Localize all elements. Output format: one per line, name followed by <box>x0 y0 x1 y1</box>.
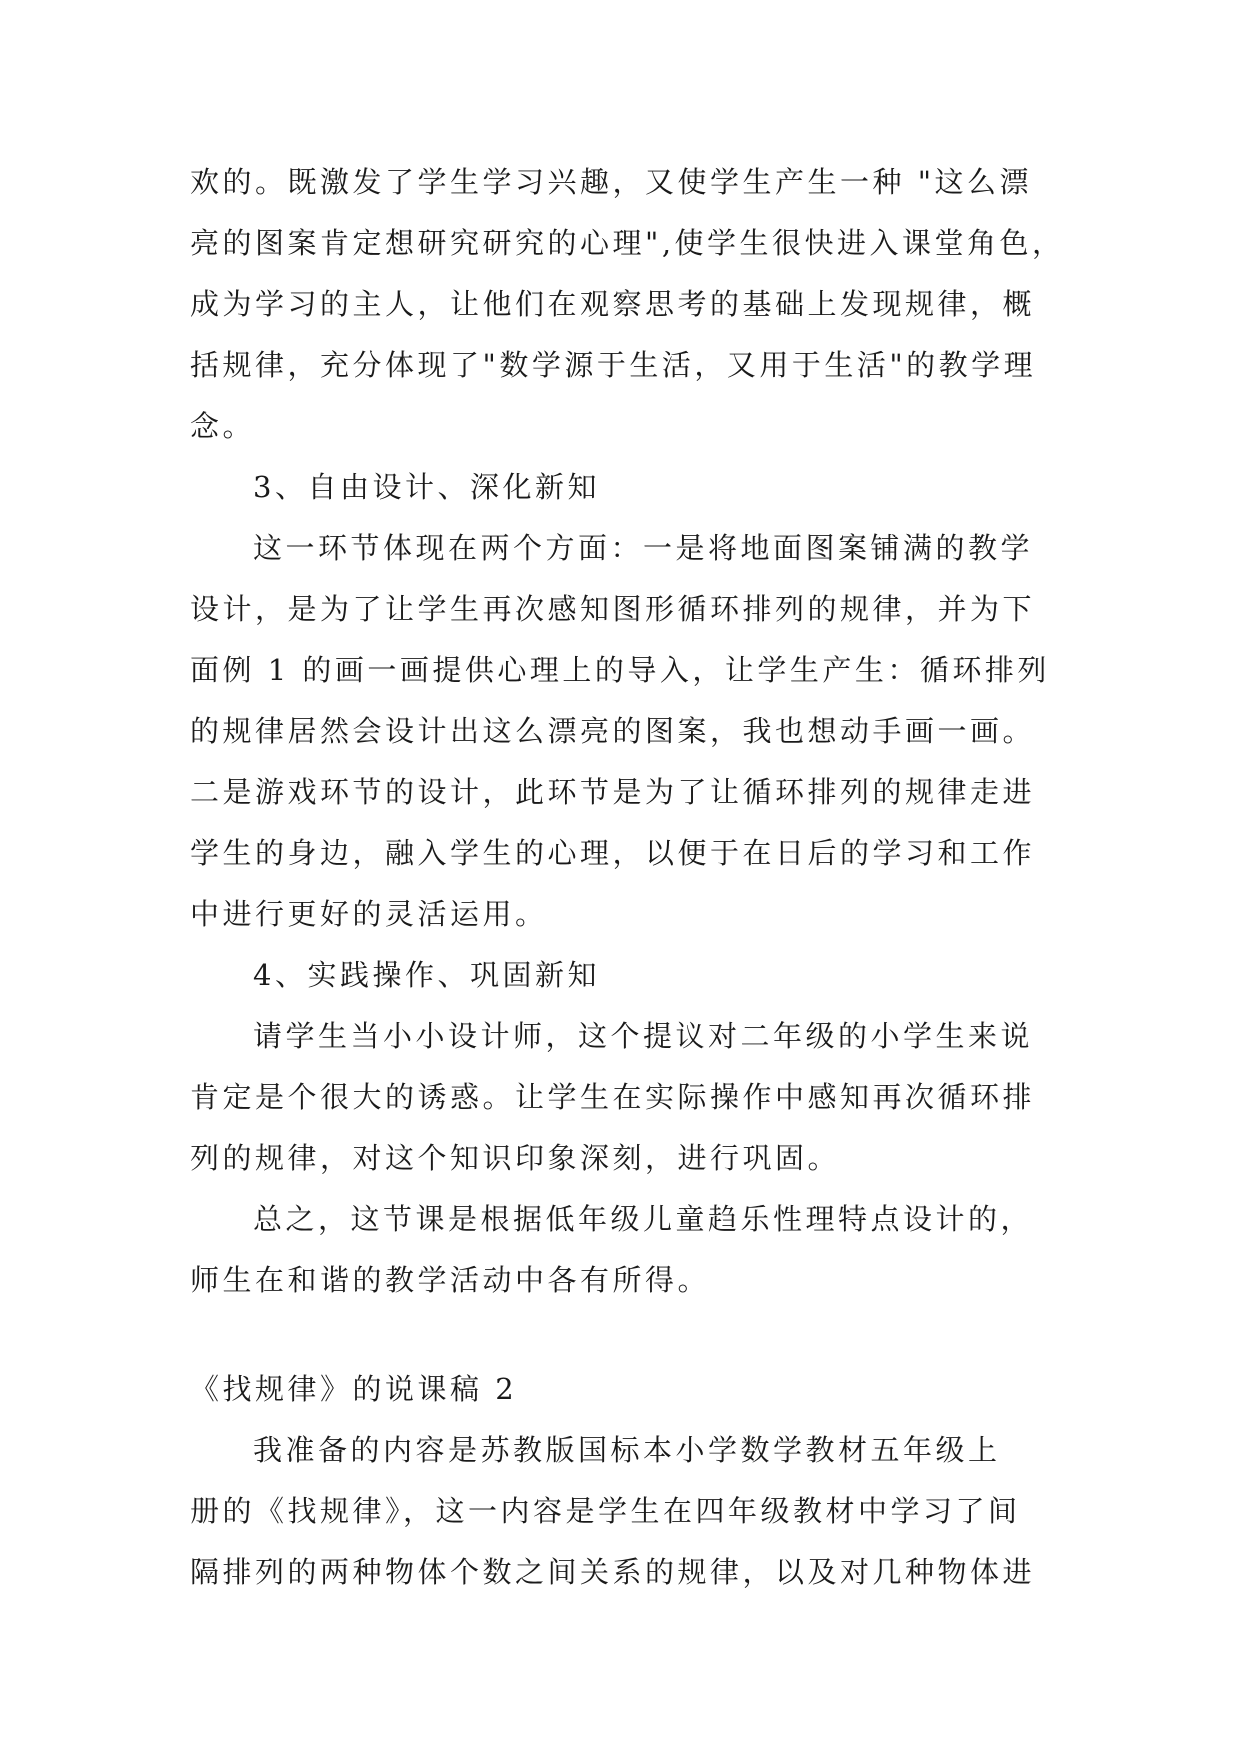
text-line: 肯定是个很大的诱惑。让学生在实际操作中感知再次循环排 <box>190 1080 1036 1114</box>
text-line: 欢的。既激发了学生学习兴趣，又使学生产生一种 "这么漂 <box>190 165 1033 199</box>
text-line: 师生在和谐的教学活动中各有所得。 <box>190 1263 711 1297</box>
text-line: 这一环节体现在两个方面：一是将地面图案铺满的教学 <box>253 531 1034 565</box>
text-line: 亮的图案肯定想研究研究的心理",使学生很快进入课堂角色， <box>190 226 1065 260</box>
text-line: 二是游戏环节的设计，此环节是为了让循环排列的规律走进 <box>190 775 1036 809</box>
text-line: 成为学习的主人，让他们在观察思考的基础上发现规律，概 <box>190 287 1036 321</box>
text-line: 列的规律，对这个知识印象深刻，进行巩固。 <box>190 1141 841 1175</box>
text-line: 面例 1 的画一画提供心理上的导入，让学生产生：循环排列 <box>190 653 1050 687</box>
text-line: 设计，是为了让学生再次感知图形循环排列的规律，并为下 <box>190 592 1036 626</box>
text-line: 隔排列的两种物体个数之间关系的规律，以及对几种物体进 <box>190 1555 1036 1589</box>
text-line: 总之，这节课是根据低年级儿童趋乐性理特点设计的， <box>253 1202 1034 1236</box>
text-line: 中进行更好的灵活运用。 <box>190 897 548 931</box>
text-line: 学生的身边，融入学生的心理，以便于在日后的学习和工作 <box>190 836 1036 870</box>
text-line: 册的《找规律》，这一内容是学生在四年级教材中学习了间 <box>190 1494 1021 1528</box>
text-line: 的规律居然会设计出这么漂亮的图案，我也想动手画一画。 <box>190 714 1036 748</box>
text-line: 念。 <box>190 409 256 443</box>
section-heading-3: 3、自由设计、深化新知 <box>253 470 600 504</box>
text-line: 我准备的内容是苏教版国标本小学数学教材五年级上 <box>253 1433 1001 1467</box>
text-line: 请学生当小小设计师，这个提议对二年级的小学生来说 <box>253 1019 1034 1053</box>
document-title: 《找规律》的说课稿 2 <box>190 1372 518 1406</box>
text-line: 括规律，充分体现了"数学源于生活，又用于生活"的教学理 <box>190 348 1037 382</box>
section-heading-4: 4、实践操作、巩固新知 <box>253 958 600 992</box>
